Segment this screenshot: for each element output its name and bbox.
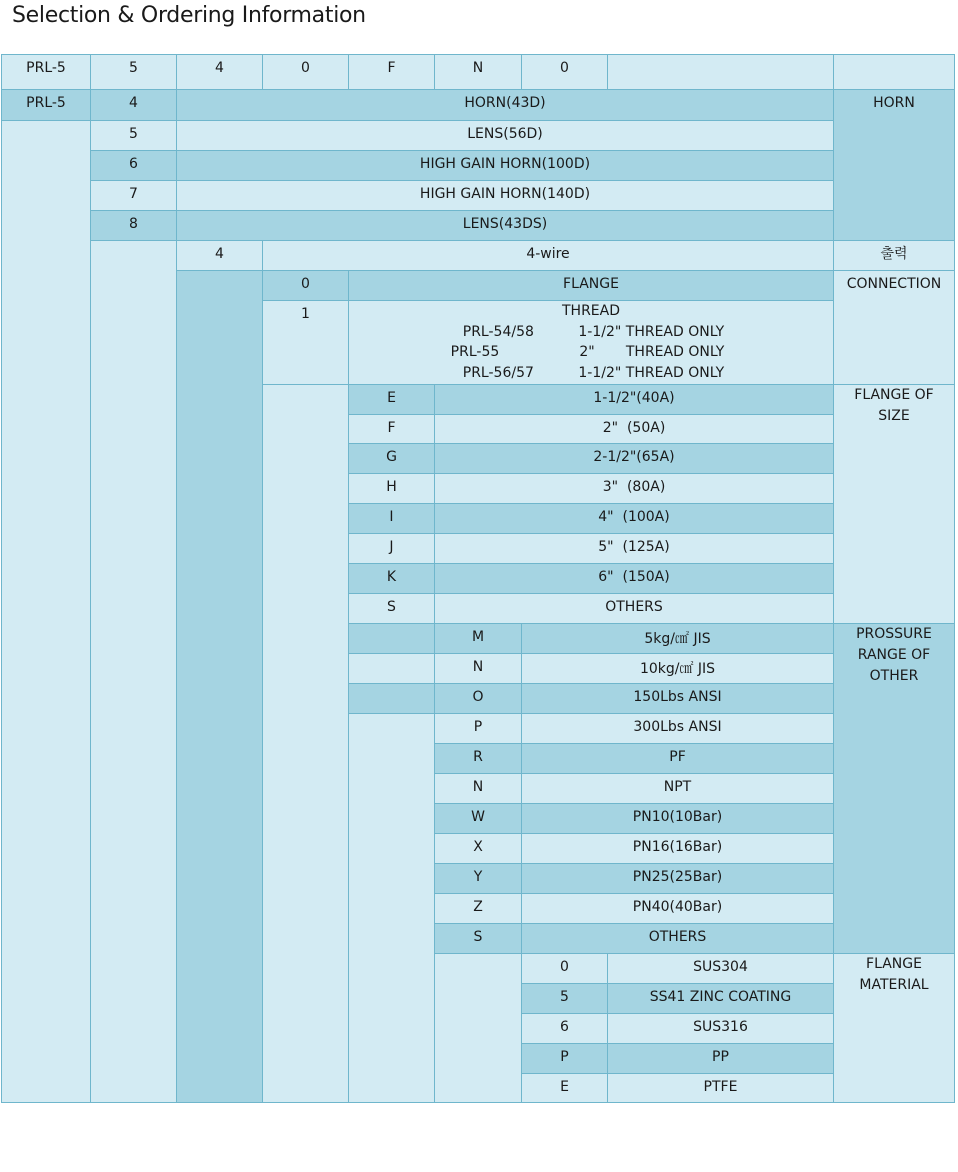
model-column-spacer: [1, 120, 91, 1103]
pressure-desc: PF: [521, 743, 834, 774]
flange-size-code: G: [348, 443, 435, 474]
material-desc: SUS316: [607, 1013, 834, 1044]
antenna-desc: LENS(43DS): [176, 210, 834, 241]
header-code-2: 4: [176, 54, 263, 90]
connection-label: CONNECTION: [833, 270, 955, 385]
page-title: Selection & Ordering Information: [12, 3, 366, 28]
material-code: 0: [521, 953, 608, 984]
thread-note-line: PRL-55 2" THREAD ONLY: [450, 344, 725, 360]
material-desc: SUS304: [607, 953, 834, 984]
pressure-desc: PN25(25Bar): [521, 863, 834, 894]
pressure-code: M: [434, 623, 522, 654]
pressure-code: N: [434, 773, 522, 804]
antenna-desc: HIGH GAIN HORN(140D): [176, 180, 834, 211]
flange-size-column-spacer: [348, 653, 435, 684]
connection-column-spacer: [262, 384, 349, 1103]
antenna-column-spacer: [90, 240, 177, 1103]
flange-size-column-spacer: [348, 623, 435, 654]
flange-size-desc: 2-1/2"(65A): [434, 443, 834, 474]
pressure-code: X: [434, 833, 522, 864]
material-desc: PP: [607, 1043, 834, 1074]
antenna-code: 4: [90, 89, 177, 121]
material-desc: PTFE: [607, 1073, 834, 1103]
thread-note-line: PRL-56/57 1-1/2" THREAD ONLY: [462, 364, 725, 381]
flange-size-desc: 3" (80A): [434, 473, 834, 504]
flange-size-code: K: [348, 563, 435, 594]
header-code-4: F: [348, 54, 435, 90]
header-model: PRL-5: [1, 54, 91, 90]
antenna-label: HORN: [833, 89, 955, 241]
flange-size-code: I: [348, 503, 435, 534]
pressure-code: Y: [434, 863, 522, 894]
material-code: P: [521, 1043, 608, 1074]
flange-size-desc: 6" (150A): [434, 563, 834, 594]
flange-size-desc: 5" (125A): [434, 533, 834, 564]
antenna-code: 8: [90, 210, 177, 241]
material-code: 5: [521, 983, 608, 1014]
flange-size-label: FLANGE OF SIZE: [833, 384, 955, 624]
material-code: 6: [521, 1013, 608, 1044]
connection-desc: FLANGE: [348, 270, 834, 301]
flange-size-column-spacer: [348, 713, 435, 1103]
flange-size-code: H: [348, 473, 435, 504]
pressure-code: S: [434, 923, 522, 954]
antenna-desc: LENS(56D): [176, 120, 834, 151]
header-code-1: 5: [90, 54, 177, 90]
pressure-code: R: [434, 743, 522, 774]
pressure-desc: PN10(10Bar): [521, 803, 834, 834]
header-code-6: 0: [521, 54, 608, 90]
pressure-label: PROSSURE RANGE OF OTHER: [833, 623, 955, 954]
pressure-desc: OTHERS: [521, 923, 834, 954]
pressure-code: W: [434, 803, 522, 834]
flange-size-desc: 1-1/2"(40A): [434, 384, 834, 415]
output-desc: 4-wire: [262, 240, 834, 271]
pressure-code: Z: [434, 893, 522, 924]
material-desc: SS41 ZINC COATING: [607, 983, 834, 1014]
flange-size-code: J: [348, 533, 435, 564]
header-code-3: 0: [262, 54, 349, 90]
header-code-7: [607, 54, 834, 90]
pressure-desc: PN16(16Bar): [521, 833, 834, 864]
antenna-desc: HORN(43D): [176, 89, 834, 121]
pressure-code: O: [434, 683, 522, 714]
antenna-model: PRL-5: [1, 89, 91, 121]
connection-code: 1: [262, 300, 349, 385]
pressure-desc: 150Lbs ANSI: [521, 683, 834, 714]
header-code-8: [833, 54, 955, 90]
flange-size-code: F: [348, 414, 435, 444]
antenna-code: 5: [90, 120, 177, 151]
antenna-code: 7: [90, 180, 177, 211]
header-code-5: N: [434, 54, 522, 90]
flange-size-desc: 2" (50A): [434, 414, 834, 444]
pressure-desc: PN40(40Bar): [521, 893, 834, 924]
flange-size-desc: 4" (100A): [434, 503, 834, 534]
pressure-code: P: [434, 713, 522, 744]
thread-note-line: PRL-54/58 1-1/2" THREAD ONLY: [462, 323, 725, 340]
connection-thread-cell: [348, 300, 834, 385]
output-label: 출력: [833, 240, 955, 271]
pressure-code: N: [434, 653, 522, 684]
pressure-desc: 300Lbs ANSI: [521, 713, 834, 744]
connection-code: 0: [262, 270, 349, 301]
pressure-column-spacer: [434, 953, 522, 1103]
flange-size-code: S: [348, 593, 435, 624]
antenna-desc: HIGH GAIN HORN(100D): [176, 150, 834, 181]
flange-size-desc: OTHERS: [434, 593, 834, 624]
output-column-spacer: [176, 270, 263, 1103]
output-code: 4: [176, 240, 263, 271]
antenna-code: 6: [90, 150, 177, 181]
pressure-desc: 10kg/㎠ JIS: [521, 653, 834, 684]
pressure-desc: NPT: [521, 773, 834, 804]
connection-desc: THREAD: [561, 303, 620, 319]
pressure-desc: 5kg/㎠ JIS: [521, 623, 834, 654]
flange-size-code: E: [348, 384, 435, 415]
flange-size-column-spacer: [348, 683, 435, 714]
material-label: FLANGE MATERIAL: [833, 953, 955, 1103]
material-code: E: [521, 1073, 608, 1103]
